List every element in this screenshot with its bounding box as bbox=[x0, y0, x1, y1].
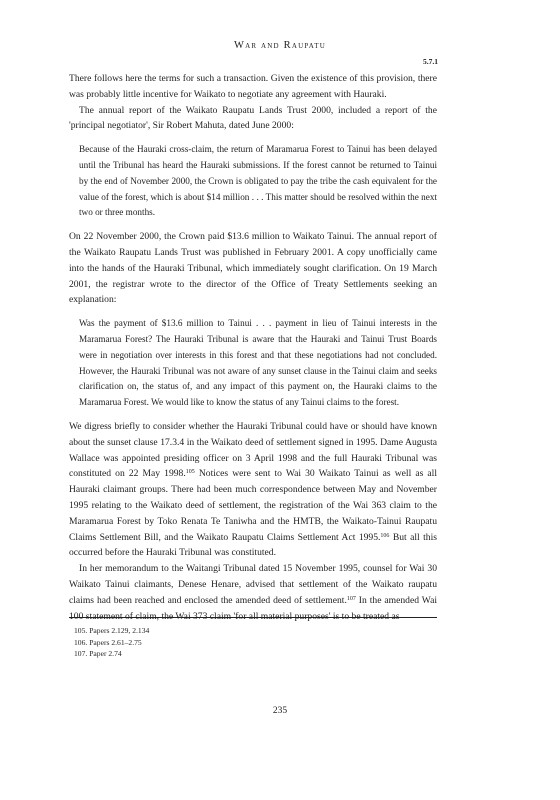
block-quote: Was the payment of $13.6 million to Tainui . . . payment in lieu of Tainui interests in the Maramarua Forest? The Hauraki Tribunal is aware that the Hauraki and Tainui Trust Boards were in negotiation over interests in this forest and that these negotiations had not concluded. However, the Hauraki Tribunal was not aware of any sunset clause in the Tainui claim and seeks clarification on, the status of, and any impact of this payment on, the Hauraki claims to the Maramarua Forest. We would like to know the status of any Tainui claims to the forest. bbox=[79, 318, 437, 408]
footnote-ref: 106 bbox=[380, 532, 390, 539]
paragraph bbox=[69, 419, 437, 561]
paragraph-text: But all this occurred before the Hauraki Tribunal was constituted. bbox=[69, 531, 437, 559]
body-text bbox=[69, 71, 437, 624]
footnote: 106. Papers 2.61–2.75 bbox=[74, 637, 142, 647]
section-number: 5.7.1 bbox=[423, 57, 438, 66]
page-number: 235 bbox=[272, 706, 288, 716]
paragraph-text: In her memorandum to the Waitangi Tribunal dated 15 November 1995, counsel for Wai 30 Waikato Tainui claimants, Denese Henare, advised that settlement of the Waikato raupatu claims had been reached and enclosed the amended deed of settlement. bbox=[69, 563, 437, 606]
footnote-divider bbox=[69, 617, 437, 618]
paragraph: On 22 November 2000, the Crown paid $13.6 million to Waikato Tainui. The annual report of the Waikato Raupatu Lands Trust was published in February 2001. A copy unofficially came into the hands of the Hauraki Tribunal, which immediately sought clarification. On 19 March 2001, the registrar wrote to the director of the Office of Treaty Settlements seeking an explanation: bbox=[69, 231, 437, 306]
footnote: 107. Paper 2.74 bbox=[74, 649, 122, 658]
paragraph: The annual report of the Waikato Raupatu Lands Trust 2000, included a report of the 'principal negotiator', Sir Robert Mahuta, dated June 2000: bbox=[69, 104, 437, 132]
footnote-ref: 107 bbox=[346, 595, 356, 602]
footnote-ref: 105 bbox=[185, 469, 195, 476]
paragraph bbox=[69, 561, 437, 624]
block-quote: Because of the Hauraki cross-claim, the return of Maramarua Forest to Tainui has been delayed until the Tribunal has heard the Hauraki submissions. If the forest cannot be returned to Tainui by the end of November 2000, the Crown is obligated to pay the tribe the cash equivalent for the value of the forest, which is about $14 million . . . This matter should be resolved within the next two or three months. bbox=[79, 144, 437, 218]
running-head: War and Raupatu bbox=[233, 40, 327, 51]
footnotes bbox=[74, 625, 149, 660]
paragraph-text: Notices were sent to Wai 30 Waikato Tainui as well as all Hauraki claimant groups. There had been much correspondence between May and November 1995 relating to the Waikato deed of settlement, the registration of the Wai 363 claim to the Maramarua Forest by Toko Renata Te Taniwha and the HMTB, the Waikato-Tainui Raupatu Claims Settlement Bill, and the Waikato Raupatu Claims Settlement Act 1995. bbox=[69, 468, 437, 543]
paragraph: There follows here the terms for such a transaction. Given the existence of this provision, there was probably little incentive for Waikato to negotiate any agreement with Hauraki. bbox=[69, 73, 437, 100]
paragraph-text: In the amended Wai 100 statement of claim, the Wai 373 claim 'for all material purposes' is to be treated as bbox=[69, 594, 437, 622]
footnote: 105. Papers 2.129, 2.134 bbox=[74, 626, 150, 635]
paragraph-text: We digress briefly to consider whether the Hauraki Tribunal could have or should have known about the sunset clause 17.3.4 in the Waikato deed of settlement signed in 1995. Dame Augusta Wallace was appointed presiding officer on 3 April 1998 and the full Hauraki Tribunal was constituted on 22 May 1998. bbox=[69, 420, 437, 480]
